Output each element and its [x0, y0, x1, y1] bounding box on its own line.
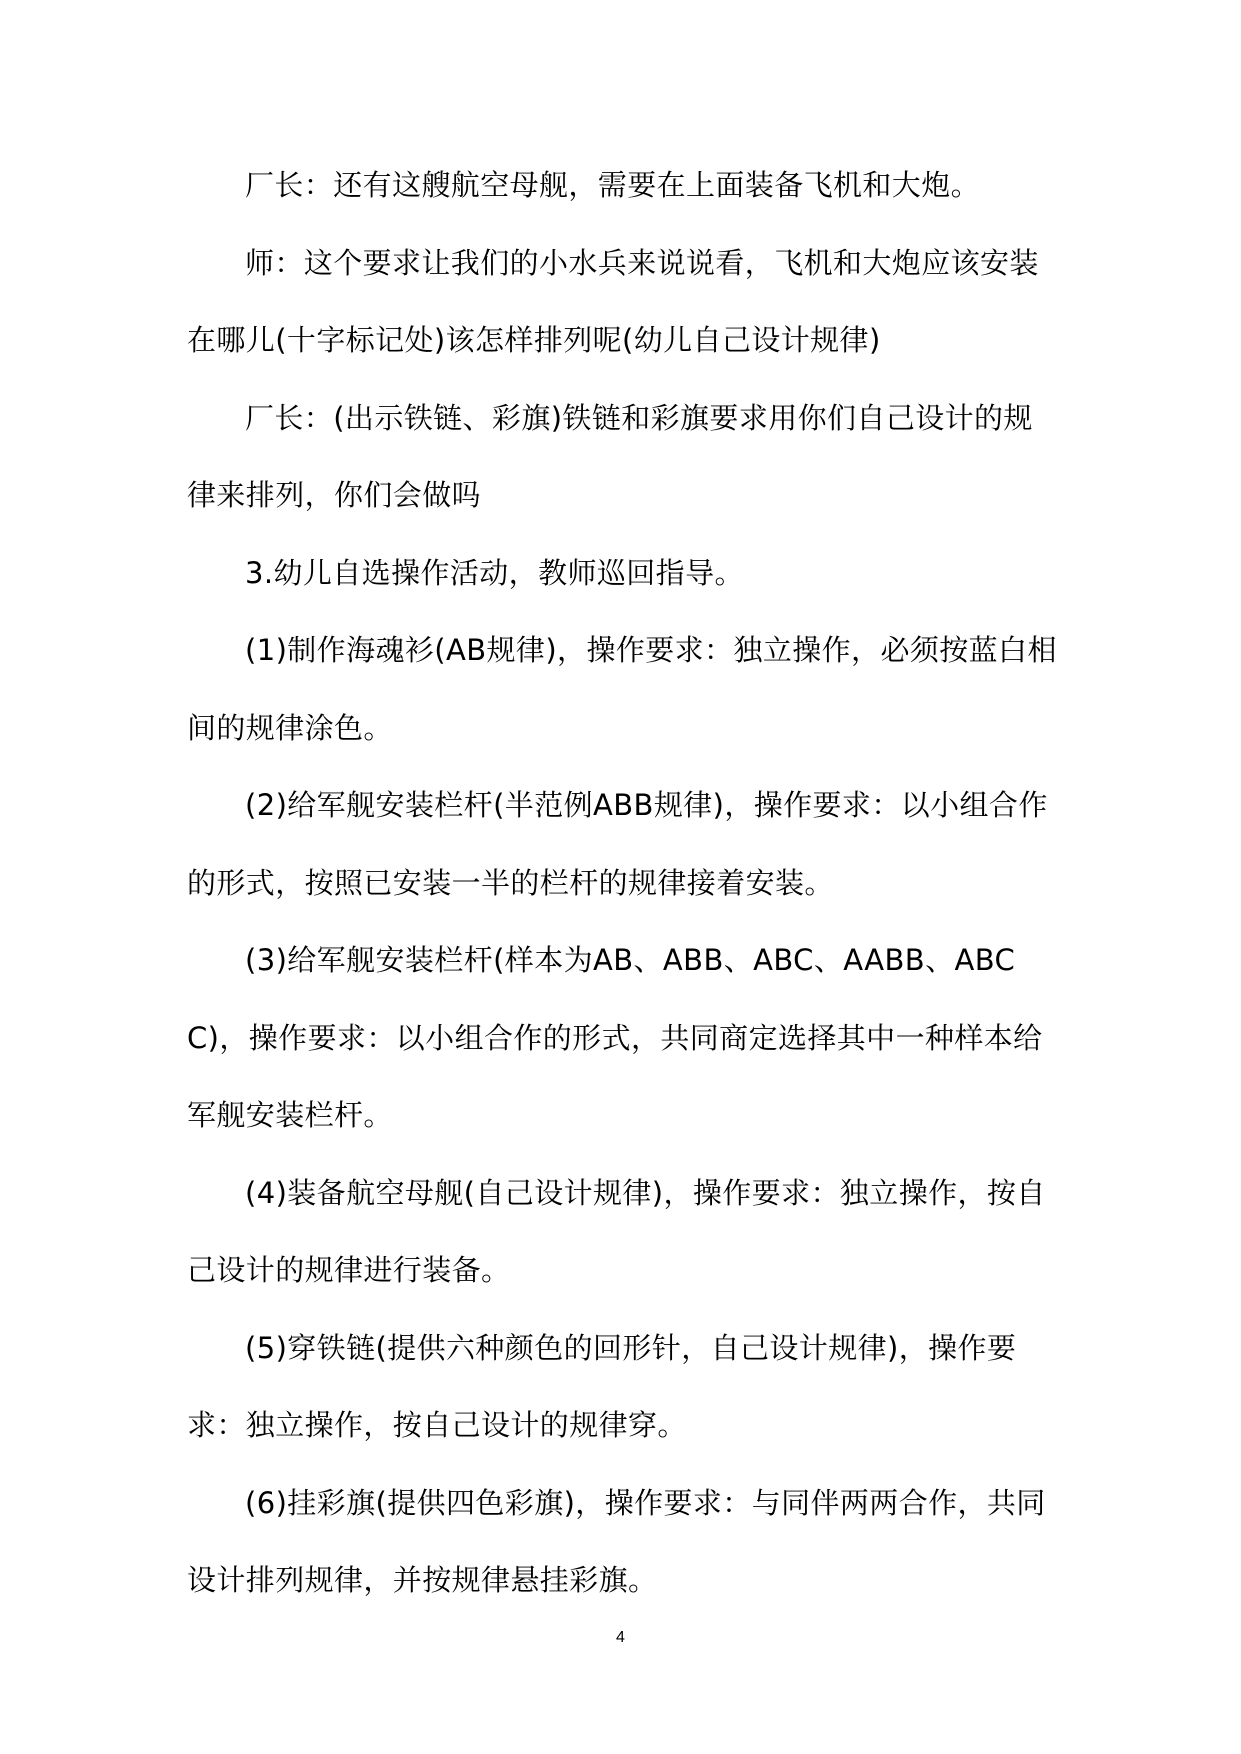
paragraph-activity-heading: 3.幼儿自选操作活动，教师巡回指导。: [245, 555, 744, 590]
page-number: 4: [616, 1629, 625, 1646]
paragraph-item-6: (6)挂彩旗(提供四色彩旗)，操作要求：与同伴两两合作，共同设计排列规律，并按规律悬挂彩旗。: [187, 1485, 1046, 1597]
paragraph-item-4: (4)装备航空母舰(自己设计规律)，操作要求：独立操作，按自己设计的规律进行装备。: [187, 1175, 1046, 1287]
paragraph-teacher-question: 师：这个要求让我们的小水兵来说说看，飞机和大炮应该安装在哪儿(十字标记处)该怎样排列呢(幼儿自己设计规律): [187, 245, 1039, 357]
paragraph-factory-director-aircraft-carrier: 厂长：还有这艘航空母舰，需要在上面装备飞机和大炮。: [245, 168, 981, 202]
paragraph-factory-director-chains-flags: 厂长：(出示铁链、彩旗)铁链和彩旗要求用你们自己设计的规律来排列，你们会做吗: [187, 400, 1033, 512]
paragraph-item-2: (2)给军舰安装栏杆(半范例ABB规律)，操作要求：以小组合作的形式，按照已安装一半的栏杆的规律接着安装。: [187, 788, 1048, 900]
document-body: [187, 147, 1057, 1620]
paragraph-item-1: (1)制作海魂衫(AB规律)，操作要求：独立操作，必须按蓝白相间的规律涂色。: [187, 633, 1057, 745]
paragraph-item-3: (3)给军舰安装栏杆(样本为AB、ABB、ABC、AABB、ABCC)，操作要求：以小组合作的形式，共同商定选择其中一种样本给军舰安装栏杆。: [187, 943, 1043, 1132]
paragraph-item-5: (5)穿铁链(提供六种颜色的回形针，自己设计规律)，操作要求：独立操作，按自己设计的规律穿。: [187, 1330, 1017, 1442]
